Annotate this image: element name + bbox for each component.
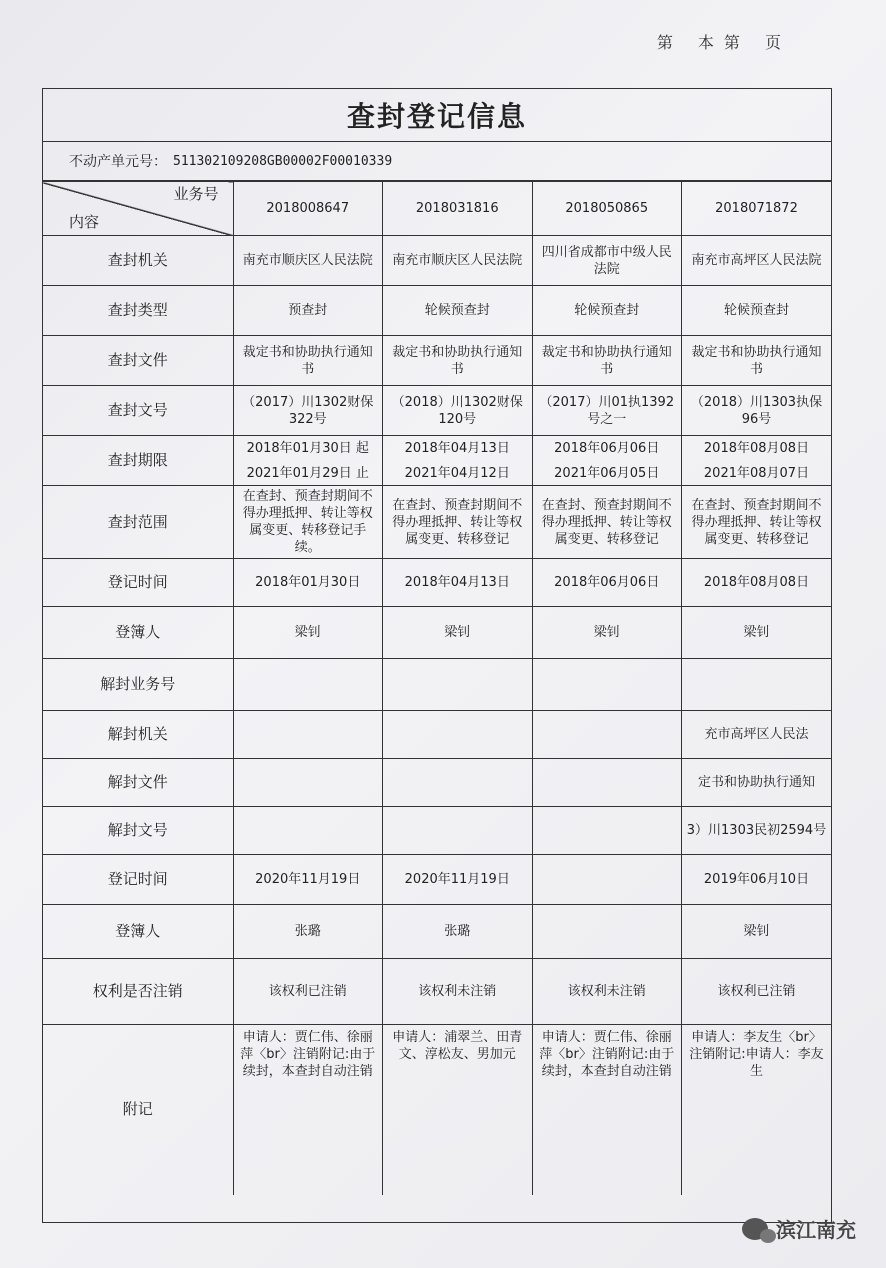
period-start: 2018年08月08日 xyxy=(703,440,810,456)
table-cell xyxy=(233,711,383,759)
row-label: 解封文件 xyxy=(43,759,233,807)
period-end: 2021年08月07日 xyxy=(703,465,810,481)
period-end: 2021年01月29日 止 xyxy=(246,465,369,481)
content-header: 内容 xyxy=(69,213,100,231)
table-row xyxy=(43,959,831,1025)
table-cell xyxy=(532,855,682,905)
table-cell: 2020年11月19日 xyxy=(383,855,533,905)
table-cell xyxy=(532,905,682,959)
table-row xyxy=(43,486,831,559)
table-row xyxy=(43,607,831,659)
table-cell: 2018年06月06日 xyxy=(532,559,682,607)
table-cell: 梁钊 xyxy=(682,607,832,659)
row-label: 解封文号 xyxy=(43,807,233,855)
business-number-row xyxy=(43,182,831,236)
table-row xyxy=(43,1025,831,1195)
period-end: 2021年04月12日 xyxy=(404,465,510,481)
table-row xyxy=(43,759,831,807)
table-cell xyxy=(233,659,383,711)
table-cell: 在查封、预查封期间不得办理抵押、转让等权属变更、转移登记 xyxy=(383,486,533,559)
table-cell: 梁钊 xyxy=(383,607,533,659)
table-cell xyxy=(383,659,533,711)
table-cell: 3）川1303民初2594号 xyxy=(682,807,832,855)
table-cell: 裁定书和协助执行通知书 xyxy=(383,336,533,386)
business-number-cell: 2018050865 xyxy=(532,182,682,236)
table-cell: （2018）川1303执保96号 xyxy=(682,386,832,436)
table-cell: 梁钊 xyxy=(532,607,682,659)
watermark-text: 滨江南充 xyxy=(776,1218,856,1242)
period-cell xyxy=(233,436,383,486)
table-row xyxy=(43,659,831,711)
page-header: 第 本第 页 xyxy=(656,33,791,52)
table-row xyxy=(43,905,831,959)
table-cell: （2018）川1302财保120号 xyxy=(383,386,533,436)
table-cell: 轮候预查封 xyxy=(383,286,533,336)
table-row xyxy=(43,336,831,386)
table-cell: 南充市顺庆区人民法院 xyxy=(233,236,383,286)
period-cell xyxy=(532,436,682,486)
table-cell: （2017）川01执1392号之一 xyxy=(532,386,682,436)
table-cell: 南充市高坪区人民法院 xyxy=(682,236,832,286)
table-cell: 裁定书和协助执行通知书 xyxy=(233,336,383,386)
table-cell: 裁定书和协助执行通知书 xyxy=(682,336,832,386)
table-cell: 申请人：浦翠兰、田青文、淳松友、男加元 xyxy=(383,1025,533,1195)
business-number-cell: 2018008647 xyxy=(233,182,383,236)
row-label: 查封范围 xyxy=(43,486,233,559)
period-cell xyxy=(682,436,832,486)
period-start: 2018年01月30日 起 xyxy=(246,440,369,456)
table-cell xyxy=(532,759,682,807)
table-row xyxy=(43,559,831,607)
table-cell: 轮候预查封 xyxy=(682,286,832,336)
table-row xyxy=(43,386,831,436)
row-label: 解封业务号 xyxy=(43,659,233,711)
table-row xyxy=(43,286,831,336)
table-row xyxy=(43,711,831,759)
table-cell xyxy=(383,807,533,855)
period-start: 2018年04月13日 xyxy=(404,440,510,456)
table-cell xyxy=(682,659,832,711)
registration-sheet xyxy=(42,88,832,1223)
period-range xyxy=(387,440,528,482)
table-cell: 裁定书和协助执行通知书 xyxy=(532,336,682,386)
watermark xyxy=(742,1214,856,1243)
table-cell: 梁钊 xyxy=(682,905,832,959)
table-cell: 预查封 xyxy=(233,286,383,336)
wechat-icon xyxy=(742,1218,768,1240)
table-cell xyxy=(532,659,682,711)
table-cell: 2018年04月13日 xyxy=(383,559,533,607)
row-label: 登记时间 xyxy=(43,855,233,905)
table-cell: 张璐 xyxy=(383,905,533,959)
table-cell: 在查封、预查封期间不得办理抵押、转让等权属变更、转移登记 xyxy=(682,486,832,559)
row-label: 登簿人 xyxy=(43,905,233,959)
period-range xyxy=(238,440,379,482)
table-cell: 2018年08月08日 xyxy=(682,559,832,607)
row-label: 解封机关 xyxy=(43,711,233,759)
table-cell: 申请人：贾仁伟、徐丽萍〈br〉注销附记:由于续封，本查封自动注销 xyxy=(233,1025,383,1195)
unit-number-row xyxy=(43,142,831,181)
row-label: 查封类型 xyxy=(43,286,233,336)
business-number-cell: 2018031816 xyxy=(383,182,533,236)
period-cell xyxy=(383,436,533,486)
table-cell: 2020年11月19日 xyxy=(233,855,383,905)
row-label: 查封文号 xyxy=(43,386,233,436)
table-row xyxy=(43,807,831,855)
row-label: 附记 xyxy=(43,1025,233,1195)
table-cell: 2019年06月10日 xyxy=(682,855,832,905)
row-label: 登记时间 xyxy=(43,559,233,607)
table-cell: 该权利已注销 xyxy=(682,959,832,1025)
table-cell xyxy=(233,807,383,855)
table-cell xyxy=(532,711,682,759)
unit-number-label: 不动产单元号： xyxy=(69,154,167,170)
row-label: 查封机关 xyxy=(43,236,233,286)
document-title: 查封登记信息 xyxy=(43,89,831,142)
table-row xyxy=(43,855,831,905)
header-diagonal-cell xyxy=(43,182,233,236)
table-cell: 申请人：贾仁伟、徐丽萍〈br〉注销附记:由于续封，本查封自动注销 xyxy=(532,1025,682,1195)
row-label: 查封期限 xyxy=(43,436,233,486)
period-range xyxy=(686,440,827,482)
table-cell: 2018年01月30日 xyxy=(233,559,383,607)
table-cell: 在查封、预查封期间不得办理抵押、转让等权属变更、转移登记 xyxy=(532,486,682,559)
table-cell: 定书和协助执行通知 xyxy=(682,759,832,807)
table-cell: 在查封、预查封期间不得办理抵押、转让等权属变更、转移登记手续。 xyxy=(233,486,383,559)
row-label: 权利是否注销 xyxy=(43,959,233,1025)
row-label: 查封文件 xyxy=(43,336,233,386)
business-number-header: 业务号 xyxy=(173,185,219,203)
table-cell: 该权利已注销 xyxy=(233,959,383,1025)
seizure-table xyxy=(43,181,831,1195)
table-cell: 该权利未注销 xyxy=(383,959,533,1025)
unit-number-value: 511302109208GB00002F00010339 xyxy=(173,153,393,169)
table-cell xyxy=(233,759,383,807)
table-cell: 南充市顺庆区人民法院 xyxy=(383,236,533,286)
table-cell: （2017）川1302财保322号 xyxy=(233,386,383,436)
table-cell: 轮候预查封 xyxy=(532,286,682,336)
table-cell xyxy=(383,711,533,759)
table-row xyxy=(43,236,831,286)
table-cell: 张璐 xyxy=(233,905,383,959)
table-cell xyxy=(532,807,682,855)
period-start: 2018年06月06日 xyxy=(554,440,660,456)
business-number-cell: 2018071872 xyxy=(682,182,832,236)
table-cell: 申请人：李友生〈br〉注销附记:申请人：李友生 xyxy=(682,1025,832,1195)
period-range xyxy=(537,440,678,482)
table-cell: 该权利未注销 xyxy=(532,959,682,1025)
table-cell: 梁钊 xyxy=(233,607,383,659)
table-cell: 充市高坪区人民法 xyxy=(682,711,832,759)
row-label: 登簿人 xyxy=(43,607,233,659)
table-cell xyxy=(383,759,533,807)
table-row xyxy=(43,436,831,486)
period-end: 2021年06月05日 xyxy=(554,465,660,481)
table-cell: 四川省成都市中级人民法院 xyxy=(532,236,682,286)
